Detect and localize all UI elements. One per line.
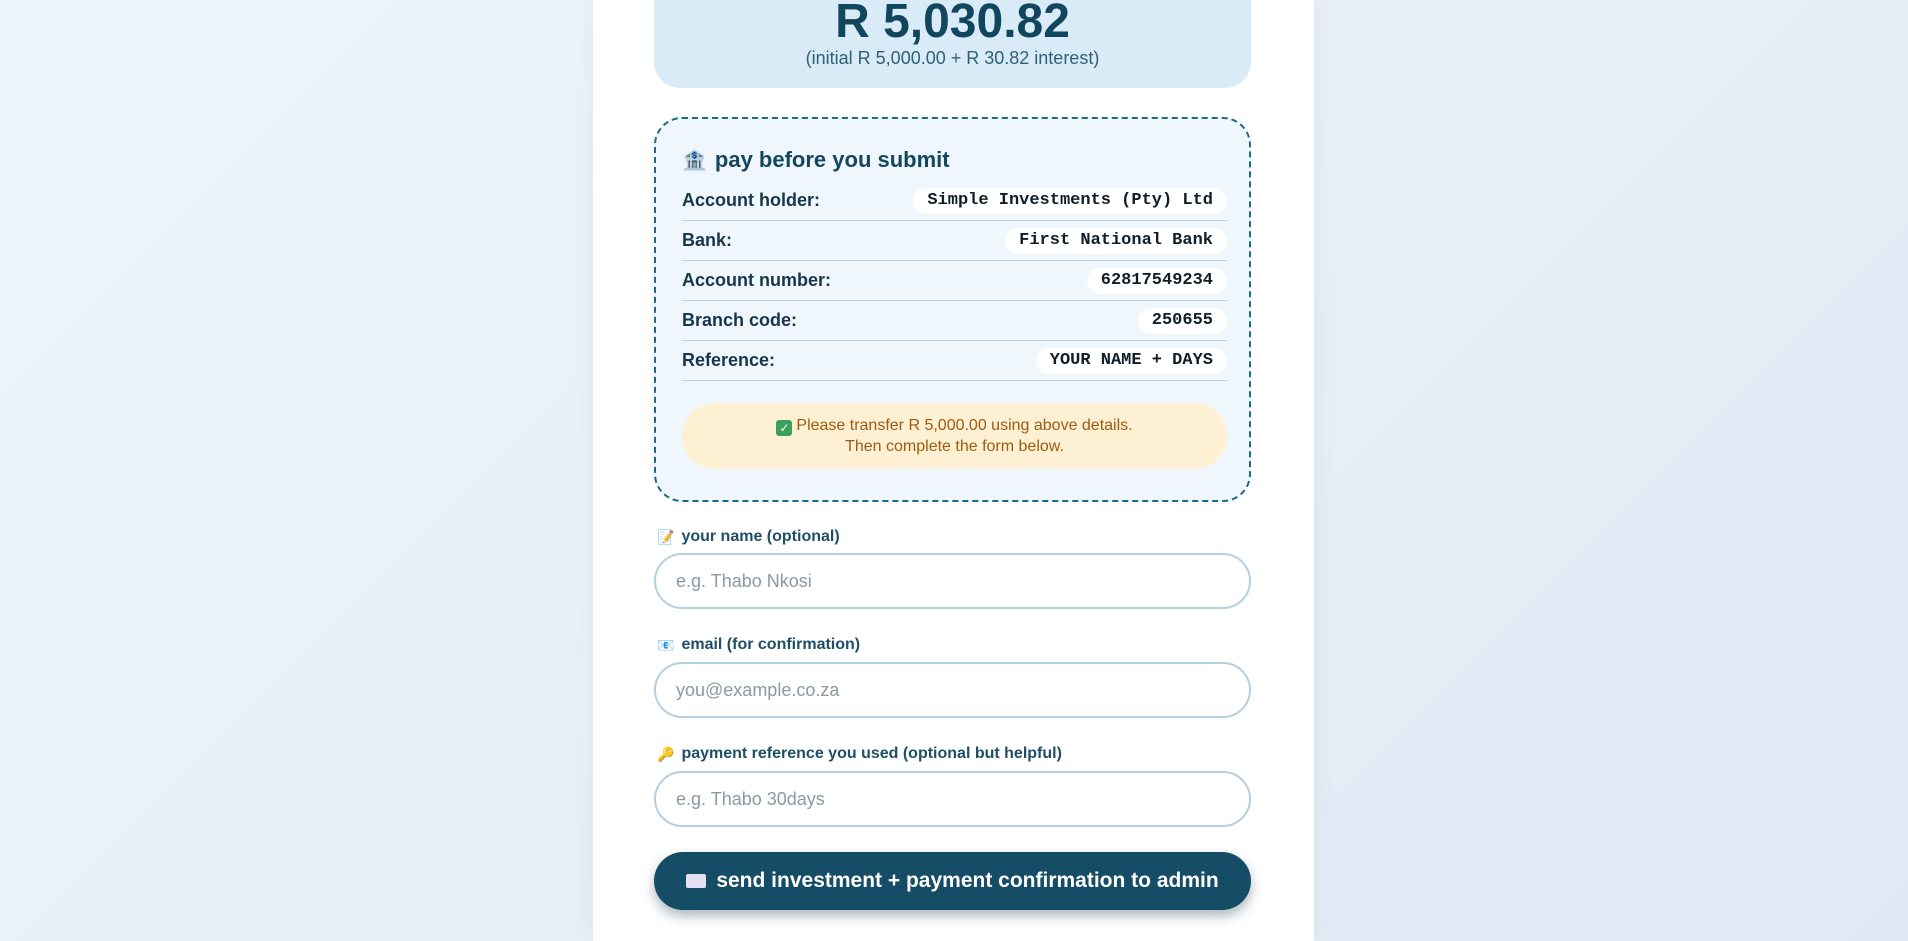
key-icon: 🔑 (657, 745, 675, 762)
payment-details-title (682, 145, 950, 175)
transfer-notice (682, 403, 1227, 469)
detail-row-account-number (682, 261, 1227, 301)
investment-summary (654, 0, 1251, 88)
total-amount: R 5,030.82 (835, 0, 1070, 48)
detail-label: Account number: (682, 270, 832, 290)
email-icon: 📧 (657, 636, 675, 653)
name-field-label (657, 526, 840, 548)
memo-icon: 📝 (657, 528, 675, 545)
email-input[interactable] (654, 662, 1251, 718)
detail-value[interactable]: 62817549234 (1087, 268, 1227, 294)
detail-label: Branch code: (682, 310, 798, 330)
detail-value[interactable]: First National Bank (1005, 228, 1227, 254)
detail-row-account-holder (682, 181, 1227, 221)
detail-value[interactable]: Simple Investments (Pty) Ltd (913, 188, 1227, 214)
total-breakdown: (initial R 5,000.00 + R 30.82 interest) (805, 48, 1100, 68)
reference-input[interactable] (654, 771, 1251, 827)
investment-card (593, 0, 1314, 941)
bank-icon: 🏦 (682, 149, 707, 172)
email-label-text: email (for confirmation) (681, 636, 861, 653)
notice-line-2: Then complete the form below. (845, 438, 1064, 455)
name-label-text: your name (optional) (681, 528, 840, 545)
detail-label: Bank: (682, 230, 733, 250)
payment-details-box (654, 117, 1251, 502)
email-field-label (657, 634, 860, 656)
reference-label-text: payment reference you used (optional but helpful) (681, 745, 1062, 762)
detail-label: Reference: (682, 350, 776, 370)
payment-title-text: pay before you submit (714, 147, 950, 172)
detail-value[interactable]: YOUR NAME + DAYS (1036, 348, 1227, 374)
notice-text-1: Please transfer R 5,000.00 using above details. (796, 417, 1133, 434)
name-input[interactable] (654, 553, 1251, 609)
submit-confirmation-button[interactable] (654, 852, 1251, 910)
detail-label: Account holder: (682, 190, 820, 210)
detail-row-bank (682, 221, 1227, 261)
check-icon: ✓ (776, 420, 792, 436)
detail-row-branch-code (682, 301, 1227, 341)
reference-field-label (657, 743, 1062, 765)
detail-value[interactable]: 250655 (1138, 308, 1227, 334)
submit-button-label: send investment + payment confirmation to admin (716, 869, 1219, 892)
detail-row-reference (682, 341, 1227, 381)
mail-icon (686, 874, 706, 888)
notice-line-1 (682, 415, 1227, 436)
